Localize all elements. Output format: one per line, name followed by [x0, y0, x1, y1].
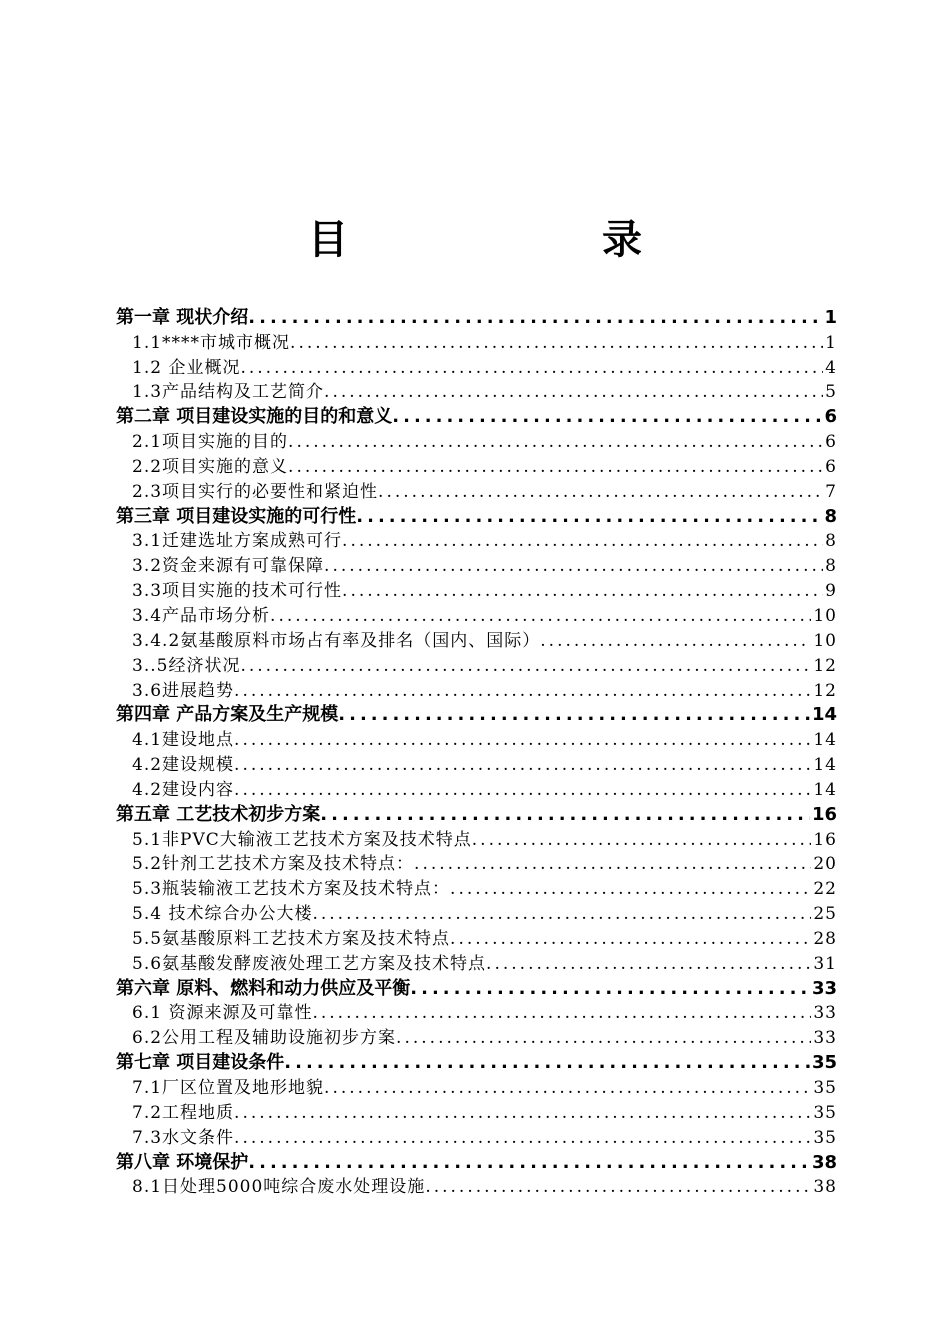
toc-dot-leader: [324, 1077, 811, 1099]
toc-dot-leader: [234, 680, 811, 702]
toc-page-number: 35: [813, 1127, 837, 1148]
toc-entry-title: 5.6氨基酸发酵废液处理工艺方案及技术特点: [132, 953, 487, 974]
toc-entry-title: 第四章 产品方案及生产规模: [116, 704, 339, 726]
toc-chapter-entry[interactable]: [116, 1149, 837, 1174]
toc-page-number: 31: [813, 953, 837, 974]
toc-entry-title: 第二章 项目建设实施的目的和意义: [116, 406, 393, 428]
toc-page-number: 1: [824, 306, 837, 328]
toc-chapter-entry[interactable]: [116, 503, 837, 528]
toc-entry-title: 6.2公用工程及辅助设施初步方案: [132, 1028, 397, 1049]
toc-section-entry[interactable]: [116, 875, 837, 900]
toc-entry-title: 4.2建设规模: [132, 755, 235, 776]
toc-page-number: 35: [813, 1078, 837, 1098]
toc-entry-title: 3.3项目实施的技术可行性: [132, 581, 343, 602]
toc-page-number: 6: [825, 456, 837, 477]
toc-chapter-entry[interactable]: [116, 403, 837, 428]
toc-dot-leader: [378, 481, 823, 503]
toc-dot-leader: [290, 332, 823, 354]
toc-dot-leader: [342, 530, 823, 552]
toc-entry-title: 3.1迁建选址方案成熟可行: [132, 531, 343, 552]
toc-dot-leader: [288, 431, 823, 453]
toc-dot-leader: [248, 307, 822, 329]
toc-section-entry[interactable]: [116, 826, 837, 851]
toc-entry-title: 2.1项目实施的目的: [132, 432, 289, 453]
toc-page-number: 14: [813, 755, 837, 776]
table-of-contents: [116, 304, 837, 1198]
toc-page-number: 8: [825, 531, 837, 552]
page-title: 目 录: [308, 217, 762, 263]
toc-entry-title: 4.1建设地点: [132, 730, 235, 751]
toc-section-entry[interactable]: [116, 602, 837, 627]
toc-section-entry[interactable]: [116, 1024, 837, 1049]
toc-chapter-entry[interactable]: [116, 702, 837, 727]
toc-section-entry[interactable]: [116, 528, 837, 553]
toc-entry-title: 1.1****市城市概况: [132, 332, 291, 353]
toc-page-number: 28: [813, 928, 837, 949]
toc-page-number: 35: [811, 1052, 837, 1074]
toc-section-entry[interactable]: [116, 1174, 837, 1199]
toc-page-number: 14: [811, 704, 837, 726]
toc-dot-leader: [288, 456, 823, 478]
toc-section-entry[interactable]: [116, 851, 837, 876]
toc-entry-title: 第八章 环境保护: [116, 1151, 249, 1173]
toc-entry-title: 5.3瓶装输液工艺技术方案及技术特点：: [132, 879, 451, 900]
toc-page-number: 5: [825, 382, 837, 403]
toc-page-number: 33: [811, 977, 837, 999]
toc-dot-leader: [312, 1002, 811, 1024]
toc-entry-title: 3.2资金来源有可靠保障: [132, 556, 325, 577]
toc-dot-leader: [392, 406, 822, 428]
toc-page-number: 14: [813, 779, 837, 800]
toc-page-number: 14: [813, 730, 837, 751]
toc-dot-leader: [240, 357, 823, 379]
toc-dot-leader: [234, 779, 811, 801]
toc-section-entry[interactable]: [116, 950, 837, 975]
toc-entry-title: 5.1非PVC大输液工艺技术方案及技术特点: [132, 829, 472, 850]
toc-dot-leader: [284, 1052, 810, 1074]
toc-page-number: 6: [825, 432, 837, 453]
toc-page-number: 20: [813, 854, 837, 875]
toc-section-entry[interactable]: [116, 354, 837, 379]
toc-entry-title: 5.4 技术综合办公大楼: [132, 904, 313, 925]
toc-dot-leader: [320, 804, 810, 826]
toc-dot-leader: [234, 1102, 811, 1124]
toc-page-number: 10: [813, 605, 837, 626]
toc-page-number: 9: [825, 581, 837, 602]
toc-page-number: 38: [813, 1177, 837, 1198]
toc-page-number: 35: [813, 1102, 837, 1123]
toc-page-number: 33: [813, 1003, 837, 1024]
toc-section-entry[interactable]: [116, 900, 837, 925]
toc-section-entry[interactable]: [116, 329, 837, 354]
toc-entry-title: 7.3水文条件: [132, 1127, 235, 1148]
toc-page-number: 10: [813, 630, 837, 651]
toc-chapter-entry[interactable]: [116, 975, 837, 1000]
toc-entry-title: 第六章 原料、燃料和动力供应及平衡: [116, 977, 411, 999]
toc-page-number: 7: [825, 481, 837, 502]
toc-dot-leader: [356, 506, 822, 528]
toc-dot-leader: [270, 605, 811, 627]
toc-dot-leader: [248, 1152, 810, 1174]
toc-entry-title: 3.4.2氨基酸原料市场占有率及排名（国内、国际）: [132, 630, 541, 651]
toc-section-entry[interactable]: [116, 776, 837, 801]
toc-entry-title: 2.2项目实施的意义: [132, 456, 289, 477]
toc-section-entry[interactable]: [116, 925, 837, 950]
toc-entry-title: 2.3项目实行的必要性和紧迫性: [132, 481, 379, 502]
toc-section-entry[interactable]: [116, 677, 837, 702]
toc-page-number: 16: [811, 803, 837, 825]
toc-section-entry[interactable]: [116, 379, 837, 404]
toc-entry-title: 7.1厂区位置及地形地貌: [132, 1078, 325, 1098]
toc-dot-leader: [540, 630, 811, 652]
toc-section-entry[interactable]: [116, 428, 837, 453]
toc-dot-leader: [324, 555, 823, 577]
toc-dot-leader: [425, 1176, 811, 1198]
toc-dot-leader: [414, 853, 811, 875]
toc-dot-leader: [396, 1027, 811, 1049]
toc-page-number: 16: [813, 829, 837, 850]
toc-page-number: 4: [825, 357, 837, 378]
toc-page-number: 6: [824, 406, 837, 428]
toc-dot-leader: [450, 928, 811, 950]
toc-entry-title: 7.2工程地质: [132, 1102, 235, 1123]
toc-entry-title: 1.2 企业概况: [132, 357, 241, 378]
toc-section-entry[interactable]: [116, 478, 837, 503]
toc-dot-leader: [450, 878, 811, 900]
toc-section-entry[interactable]: [116, 1074, 837, 1099]
toc-entry-title: 第三章 项目建设实施的可行性: [116, 505, 357, 527]
toc-entry-title: 4.2建设内容: [132, 779, 235, 800]
toc-section-entry[interactable]: [116, 1099, 837, 1124]
toc-entry-title: 1.3产品结构及工艺简介: [132, 382, 325, 403]
toc-entry-title: 第七章 项目建设条件: [116, 1052, 285, 1074]
toc-dot-leader: [486, 953, 811, 975]
toc-page-number: 1: [825, 332, 837, 353]
toc-page-number: 12: [813, 655, 837, 676]
toc-page-number: 33: [813, 1028, 837, 1049]
toc-chapter-entry[interactable]: [116, 801, 837, 826]
toc-page-number: 38: [811, 1151, 837, 1173]
toc-entry-title: 5.2针剂工艺技术方案及技术特点：: [132, 854, 415, 875]
toc-entry-title: 3..5经济状况: [132, 655, 241, 676]
toc-dot-leader: [342, 580, 823, 602]
toc-dot-leader: [240, 655, 811, 677]
toc-section-entry[interactable]: [116, 627, 837, 652]
toc-section-entry[interactable]: [116, 453, 837, 478]
toc-page-number: 12: [813, 680, 837, 701]
toc-dot-leader: [338, 704, 810, 726]
toc-entry-title: 第五章 工艺技术初步方案: [116, 803, 321, 825]
toc-section-entry[interactable]: [116, 751, 837, 776]
toc-entry-title: 8.1日处理5000吨综合废水处理设施: [132, 1177, 426, 1198]
toc-entry-title: 6.1 资源来源及可靠性: [132, 1003, 313, 1024]
toc-chapter-entry[interactable]: [116, 304, 837, 329]
toc-section-entry[interactable]: [116, 552, 837, 577]
toc-dot-leader: [312, 903, 811, 925]
toc-entry-title: 3.4产品市场分析: [132, 605, 271, 626]
toc-dot-leader: [410, 978, 810, 1000]
toc-section-entry[interactable]: [116, 726, 837, 751]
toc-entry-title: 5.5氨基酸原料工艺技术方案及技术特点: [132, 928, 451, 949]
toc-dot-leader: [234, 1127, 811, 1149]
toc-dot-leader: [324, 381, 823, 403]
toc-page-number: 25: [813, 904, 837, 925]
toc-chapter-entry[interactable]: [116, 1049, 837, 1074]
toc-section-entry[interactable]: [116, 1000, 837, 1025]
toc-dot-leader: [234, 729, 811, 751]
toc-section-entry[interactable]: [116, 1124, 837, 1149]
toc-section-entry[interactable]: [116, 652, 837, 677]
toc-page-number: 8: [825, 556, 837, 577]
toc-page-number: 8: [824, 505, 837, 527]
toc-entry-title: 3.6进展趋势: [132, 680, 235, 701]
toc-dot-leader: [472, 829, 812, 851]
toc-section-entry[interactable]: [116, 577, 837, 602]
toc-dot-leader: [234, 754, 811, 776]
toc-page-number: 22: [813, 879, 837, 900]
toc-entry-title: 第一章 现状介绍: [116, 306, 249, 328]
